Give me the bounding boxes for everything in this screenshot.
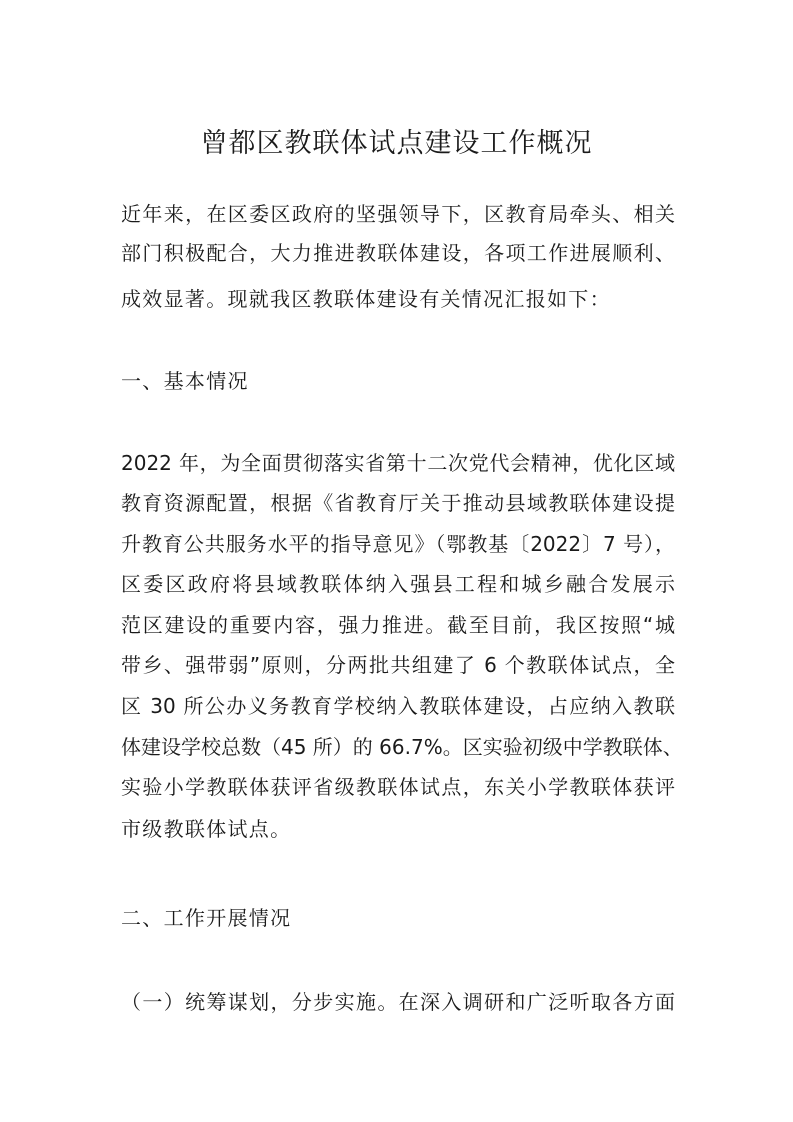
body-line-11: （一）统筹谋划，分步实施。在深入调研和广泛听取各方面: [121, 990, 675, 1014]
body-line-8: 体建设学校总数（45 所）的 66.7%。区实验初级中学教联体、: [121, 735, 683, 759]
body-line-9: 实验小学教联体获评省级教联体试点，东关小学教联体获评: [121, 775, 675, 799]
body-line-1: 2022 年，为全面贯彻落实省第十二次党代会精神，优化区域: [121, 451, 675, 475]
body-line-3: 升教育公共服务水平的指导意见》（鄂教基〔2022〕7 号），: [121, 532, 675, 556]
document-title: 曾都区教联体试点建设工作概况: [200, 128, 593, 159]
section-heading-basic: 一、基本情况: [121, 369, 249, 393]
body-line-6: 带乡、强带弱”原则，分两批共组建了 6 个教联体试点，全: [121, 653, 675, 677]
body-line-7: 区 30 所公办义务教育学校纳入教联体建设，占应纳入教联: [121, 694, 675, 718]
body-line-4: 区委区政府将县域教联体纳入强县工程和城乡融合发展示: [121, 572, 675, 596]
body-line-10: 市级教联体试点。: [121, 817, 292, 841]
body-line-5: 范区建设的重要内容，强力推进。截至目前，我区按照“城: [121, 613, 675, 637]
intro-line-1: 近年来，在区委区政府的坚强领导下，区教育局牵头、相关: [121, 202, 675, 226]
intro-line-3: 成效显著。现就我区教联体建设有关情况汇报如下：: [121, 287, 611, 311]
body-line-2: 教育资源配置，根据《省教育厅关于推动县域教联体建设提: [121, 491, 675, 515]
section-heading-work: 二、工作开展情况: [121, 906, 292, 930]
intro-line-2: 部门积极配合，大力推进教联体建设，各项工作进展顺利、: [121, 241, 675, 265]
